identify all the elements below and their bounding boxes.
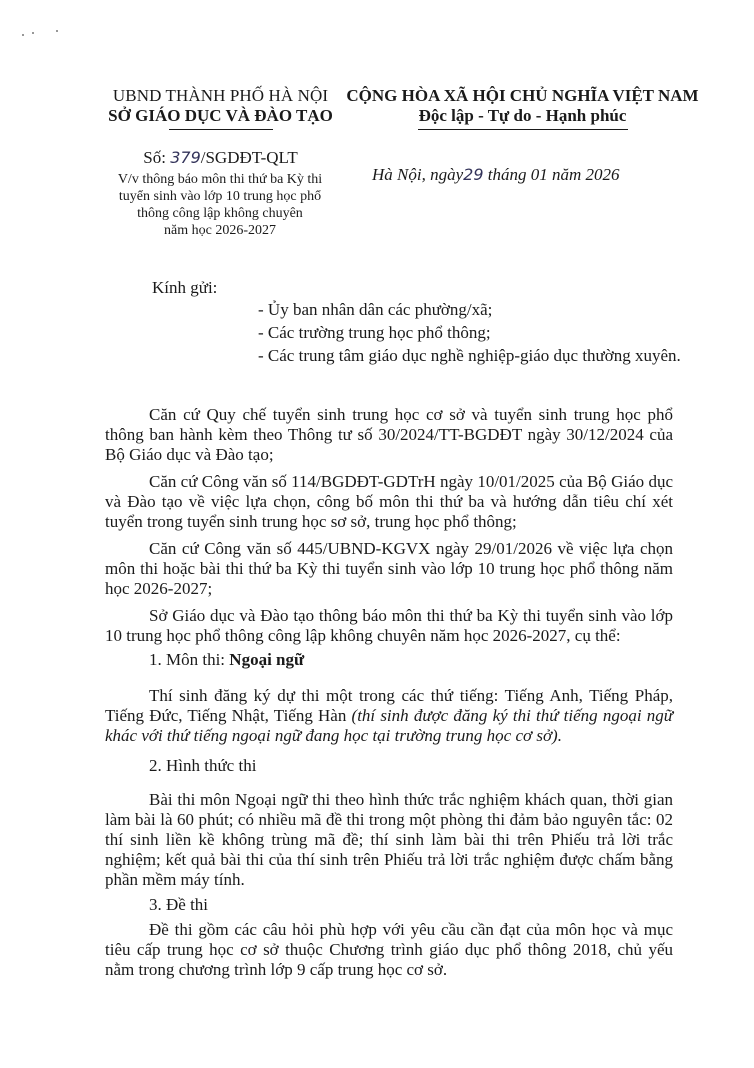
section-3-text: Đề thi gồm các câu hỏi phù hợp với yêu cầu cần đạt của môn học và mục tiêu cấp trung học cơ sở thuộc Chương trình giáo dục phổ thông 2018, chủ yếu nằm trong chương trình lớp 9 cấp trung học cơ sở. — [105, 920, 673, 979]
section-2-text: Bài thi môn Ngoại ngữ thi theo hình thức trắc nghiệm khách quan, thời gian làm bài là 60 phút; có nhiều mã đề thi trong một phòng thi đảm bảo nguyên tắc: 02 thí sinh liền kề không trùng mã đề; thí sinh làm bài thi trên Phiếu trả lời trắc nghiệm; kết quả bài thi của thí sinh trên Phiếu trả lời trắc nghiệm được chấm bằng phần mềm máy tính. — [105, 790, 673, 889]
date-prefix: Hà Nội, ngày — [372, 165, 464, 184]
document-date — [372, 165, 692, 185]
announcement — [105, 606, 673, 646]
national-motto — [345, 86, 700, 130]
salutation: Kính gửi: — [152, 278, 218, 297]
date-suffix: tháng 01 năm 2026 — [483, 165, 620, 184]
subject-line: thông công lập không chuyên — [137, 206, 303, 221]
legal-basis-1 — [105, 405, 673, 465]
motto-line-2: Độc lập - Tự do - Hạnh phúc — [418, 106, 627, 125]
doc-number-prefix: Số: — [143, 148, 171, 167]
legal-basis-3-text: Căn cứ Công văn số 445/UBND-KGVX ngày 29/01/2026 về việc lựa chọn môn thi hoặc bài thi thứ ba Kỳ thi tuyển sinh vào lớp 10 trung học phổ thông năm học 2026-2027; — [105, 539, 673, 598]
section-1-heading — [149, 650, 304, 670]
section-1-prefix: 1. Môn thi: — [149, 650, 230, 669]
subject-line: tuyển sinh vào lớp 10 trung học phổ — [118, 189, 322, 204]
document-subject — [100, 171, 340, 239]
recipient-item: - Các trung tâm giáo dục nghề nghiệp-giáo dục thường xuyên. — [258, 346, 681, 365]
doc-number-handwritten: 379 — [170, 148, 201, 167]
section-1-subject: Ngoại ngữ — [229, 650, 305, 669]
section-1-body — [105, 686, 673, 746]
legal-basis-3 — [105, 539, 673, 599]
legal-basis-1-text: Căn cứ Quy chế tuyển sinh trung học cơ sở và tuyển sinh trung học phổ thông ban hành kèm theo Thông tư số 30/2024/TT-BGDĐT ngày 30/12/2024 của Bộ Giáo dục và Đào tạo; — [105, 405, 673, 464]
section-1-note: (thí sinh được đăng ký thi thứ tiếng ngoại ngữ khác với thứ tiếng ngoại ngữ đang học tại trường trung học cơ sở). — [105, 706, 673, 745]
authority-line-2: SỞ GIÁO DỤC VÀ ĐÀO TẠO — [108, 106, 333, 125]
motto-line-1: CỘNG HÒA XÃ HỘI CHỦ NGHĨA VIỆT NAM — [346, 86, 699, 105]
motto-underline — [418, 129, 628, 130]
announcement-text: Sở Giáo dục và Đào tạo thông báo môn thi thứ ba Kỳ thi tuyển sinh vào lớp 10 trung học phổ thông công lập không chuyên năm học 2026-2027, cụ thể: — [105, 606, 673, 645]
scan-speck-marks — [20, 30, 70, 38]
subject-line: năm học 2026-2027 — [164, 223, 276, 238]
recipient-item: - Ủy ban nhân dân các phường/xã; — [258, 300, 493, 319]
date-handwritten-day: 29 — [463, 165, 484, 184]
legal-basis-2 — [105, 472, 673, 532]
authority-underline — [169, 129, 273, 130]
section-2-heading: 2. Hình thức thi — [149, 756, 257, 775]
authority-line-1: UBND THÀNH PHỐ HÀ NỘI — [112, 86, 329, 105]
issuing-authority — [88, 86, 353, 130]
section-1-text: Thí sinh đăng ký dự thi một trong các thứ tiếng: Tiếng Anh, Tiếng Pháp, Tiếng Đức, Tiếng Nhật, Tiếng Hàn — [105, 686, 673, 725]
section-3-body — [105, 920, 673, 980]
doc-number-suffix: /SGDĐT-QLT — [200, 148, 298, 167]
recipient-item: - Các trường trung học phổ thông; — [258, 323, 491, 342]
legal-basis-2-text: Căn cứ Công văn số 114/BGDĐT-GDTrH ngày 10/01/2025 của Bộ Giáo dục và Đào tạo về việc lựa chọn, công bố môn thi thứ ba và hướng dẫn tiêu chí xét tuyển trong tuyển sinh trung học sơ sở, trung học phổ thông; — [105, 472, 673, 531]
subject-line: V/v thông báo môn thi thứ ba Kỳ thi — [117, 172, 323, 187]
section-2-body — [105, 790, 673, 890]
section-3-heading: 3. Đề thi — [149, 895, 209, 914]
document-number — [88, 148, 353, 168]
